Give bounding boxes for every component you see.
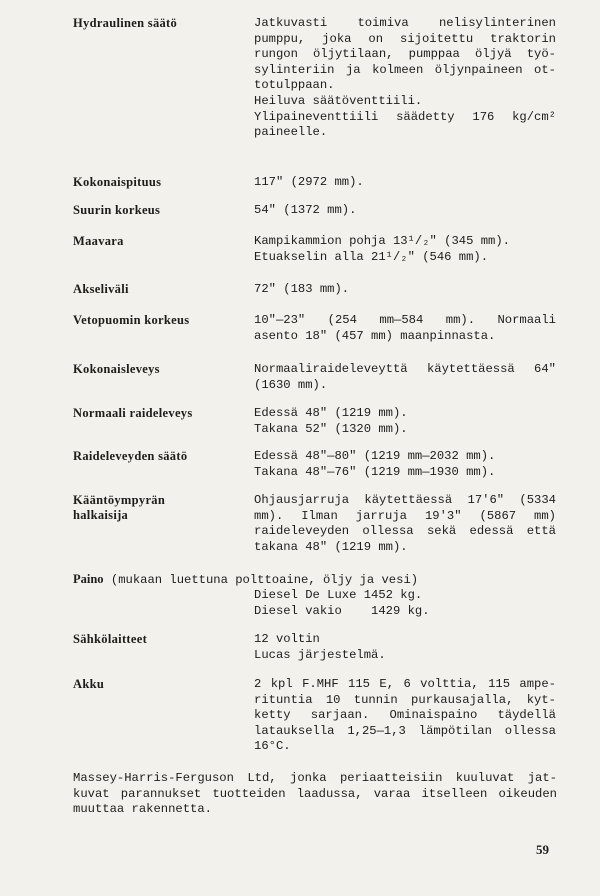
- text-line: muuttaa rakennetta.: [73, 802, 212, 817]
- spec-value-turning-circle: [254, 493, 556, 555]
- text-line: kuvat parannukset tuotteiden laadussa, varaa itselleen oikeuden: [73, 786, 557, 801]
- text-line: Edessä 48" (1219 mm).: [254, 406, 408, 420]
- spec-value-ground-clearance: [254, 234, 556, 265]
- spec-label-hydraulics: Hydraulinen säätö: [73, 16, 178, 30]
- text-line: 12 voltin: [254, 632, 320, 646]
- text-line: Normaaliraideleveyttä käytettäessä 64": [254, 362, 556, 376]
- text-line: 117" (2972 mm).: [254, 175, 364, 189]
- text-line: Ylipaineventtiili säädetty 176 kg/cm²: [254, 109, 556, 124]
- text-line: totulppaan.: [254, 78, 335, 93]
- text-line: Lucas järjestelmä.: [254, 647, 386, 662]
- text-line: Edessä 48"—80" (1219 mm—2032 mm).: [254, 449, 496, 463]
- spec-label-battery: Akku: [73, 677, 105, 691]
- spec-value-total-length: [254, 175, 556, 191]
- spec-label-total-width: Kokonaisleveys: [73, 362, 160, 376]
- text-line: Massey-Harris-Ferguson Ltd, jonka periaatteisiin kuuluvat jat-: [73, 771, 557, 785]
- spec-value-battery: [254, 677, 556, 755]
- spec-value-track-adjustment: [254, 449, 556, 480]
- spec-label-turning-circle: [73, 493, 165, 523]
- weight-text: (mukaan luettuna polttoaine, öljy ja vesi): [110, 573, 419, 587]
- spec-label-standard-track: Normaali raideleveys: [73, 406, 193, 420]
- text-line: paineelle.: [254, 125, 328, 140]
- text-line: mm). Ilman jarruja 19'3" (5867 mm): [254, 508, 556, 523]
- spec-value-drawbar-height: [254, 313, 556, 344]
- manufacturer-note: [73, 771, 557, 818]
- text-line: 54" (1372 mm).: [254, 203, 357, 217]
- text-line: ketty sarjaan. Ominaispaino täydellä: [254, 708, 556, 723]
- text-line: Kampikammion pohja 13¹/₂" (345 mm).: [254, 234, 510, 248]
- spec-value-electrical: [254, 632, 556, 663]
- text-line: 2 kpl F.MHF 115 E, 6 volttia, 115 ampe-: [254, 677, 556, 691]
- text-line: (1630 mm).: [254, 377, 328, 392]
- spec-value-hydraulics: [254, 16, 556, 141]
- spec-value-standard-track: [254, 406, 556, 437]
- text-line: 72" (183 mm).: [254, 282, 350, 296]
- text-line: asento 18" (457 mm) maanpinnasta.: [254, 328, 496, 343]
- spec-value-max-height: [254, 203, 556, 219]
- text-line: pumppu, joka on sijoitettu traktorin: [254, 31, 556, 46]
- spec-label-electrical: Sähkölaitteet: [73, 632, 148, 646]
- text-line: rungon öljytilaan, pumppaa öljyä työ-: [254, 47, 556, 62]
- weight-heading: [73, 572, 557, 589]
- text-line: Ohjausjarruja käytettäessä 17'6" (5334: [254, 493, 556, 507]
- text-line: rituntia 10 tunnin purkausajalla, kyt-: [254, 692, 556, 707]
- text-line: sylinteriin ja kolmeen öljynpaineen ot-: [254, 62, 556, 77]
- spec-label-track-adjustment: Raideleveyden säätö: [73, 449, 188, 463]
- text-line: 16°C.: [254, 739, 291, 754]
- spec-label-ground-clearance: Maavara: [73, 234, 124, 248]
- spec-label-total-length: Kokonaispituus: [73, 175, 162, 189]
- spec-label-max-height: Suurin korkeus: [73, 203, 161, 217]
- text-line: takana 48" (1219 mm).: [254, 539, 408, 554]
- spec-value-wheelbase: [254, 282, 556, 298]
- text-line: 10"—23" (254 mm—584 mm). Normaali: [254, 313, 556, 327]
- text-line: Diesel vakio 1429 kg.: [254, 603, 430, 618]
- text-line: raideleveyden ollessa sekä edessä että: [254, 524, 556, 539]
- weight-lead: Paino: [73, 572, 104, 586]
- text-line: Takana 48"—76" (1219 mm—1930 mm).: [254, 464, 496, 479]
- spec-label-wheelbase: Akseliväli: [73, 282, 129, 296]
- spec-value-total-width: [254, 362, 556, 393]
- text-line: latauksella 1,25—1,3 lämpötilan ollessa: [254, 723, 556, 738]
- text-line: Etuakselin alla 21¹/₂" (546 mm).: [254, 249, 489, 264]
- weight-values: [254, 588, 556, 619]
- text-line: Heiluva säätöventtiili.: [254, 93, 423, 108]
- text-line: Diesel De Luxe 1452 kg.: [254, 588, 423, 602]
- text-line: Takana 52" (1320 mm).: [254, 421, 408, 436]
- label-line: halkaisija: [73, 508, 129, 522]
- spec-label-drawbar-height: Vetopuomin korkeus: [73, 313, 190, 327]
- page-number: 59: [536, 842, 549, 857]
- text-line: Jatkuvasti toimiva nelisylinterinen: [254, 16, 556, 30]
- label-line: Kääntöympyrän: [73, 493, 166, 507]
